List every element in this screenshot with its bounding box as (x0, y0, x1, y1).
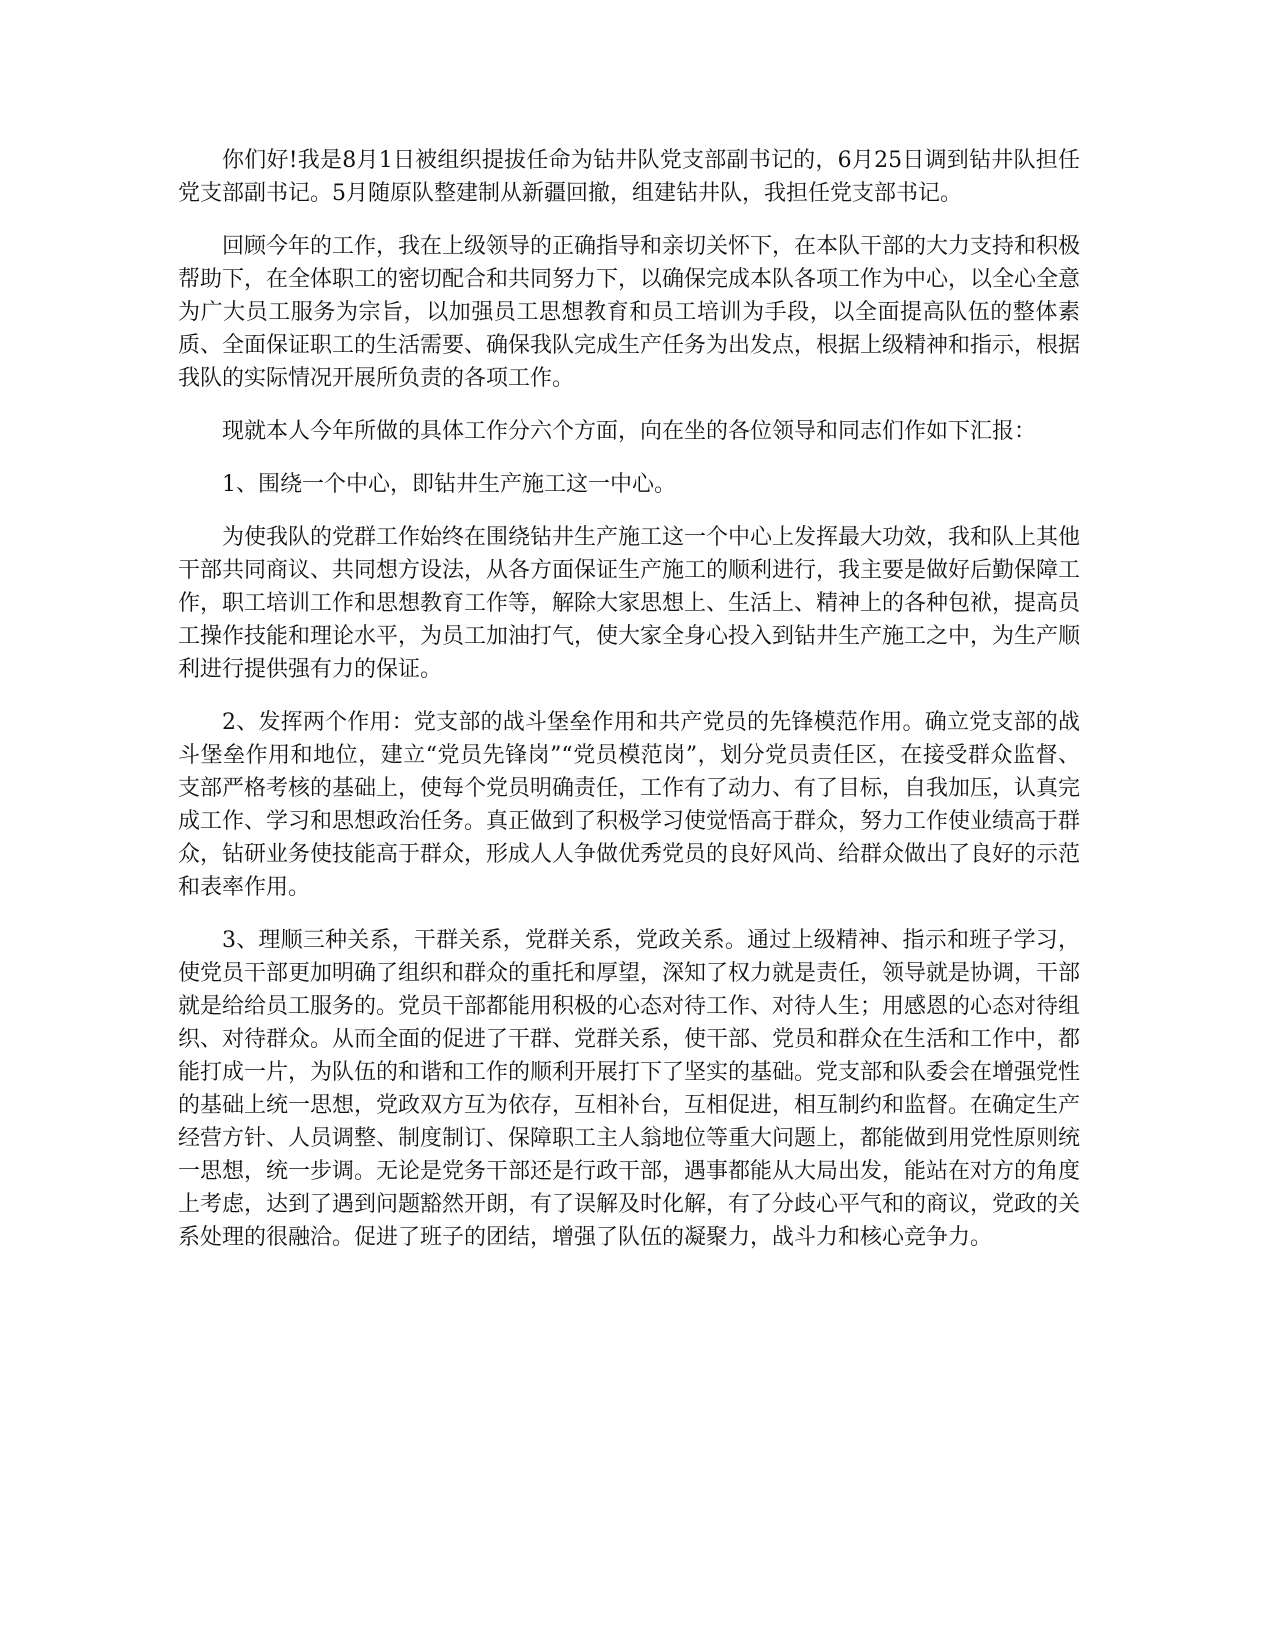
section-3-paragraph: 3、理顺三种关系，干群关系，党群关系，党政关系。通过上级精神、指示和班子学习，使党员干部更加明确了组织和群众的重托和厚望，深知了权力就是责任，领导就是协调，干部就是给给员工服务的。党员干部都能用积极的心态对待工作、对待人生；用感恩的心态对待组织、对待群众。从而全面的促进了干群、党群关系，使干部、党员和群众在生活和工作中，都能打成一片，为队伍的和谐和工作的顺利开展打下了坚实的基础。党支部和队委会在增强党性的基础上统一思想，党政双方互为依存，互相补台，互相促进，相互制约和监督。在确定生产经营方针、人员调整、制度制订、保障职工主人翁地位等重大问题上，都能做到用党性原则统一思想，统一步调。无论是党务干部还是行政干部，遇事都能从大局出发，能站在对方的角度上考虑，达到了遇到问题豁然开朗，有了误解及时化解，有了分歧心平气和的商议，党政的关系处理的很融洽。促进了班子的团结，增强了队伍的凝聚力，战斗力和核心竞争力。 (178, 928, 1081, 1250)
report-intro-paragraph: 现就本人今年所做的具体工作分六个方面，向在坐的各位领导和同志们作如下汇报： (222, 419, 1037, 444)
section-1-heading: 1、围绕一个中心，即钻井生产施工这一中心。 (222, 472, 676, 497)
section-1-paragraph: 为使我队的党群工作始终在围绕钻井生产施工这一个中心上发挥最大功效，我和队上其他干部共同商议、共同想方设法，从各方面保证生产施工的顺利进行，我主要是做好后勤保障工作，职工培训工作和思想教育工作等，解除大家思想上、生活上、精神上的各种包袱，提高员工操作技能和理论水平，为员工加油打气，使大家全身心投入到钻井生产施工之中，为生产顺利进行提供强有力的保证。 (178, 525, 1081, 682)
document-body (178, 144, 1080, 1274)
review-paragraph: 回顾今年的工作，我在上级领导的正确指导和亲切关怀下，在本队干部的大力支持和积极帮助下，在全体职工的密切配合和共同努力下，以确保完成本队各项工作为中心，以全心全意为广大员工服务为宗旨，以加强员工思想教育和员工培训为手段，以全面提高队伍的整体素质、全面保证职工的生活需要、确保我队完成生产任务为出发点，根据上级精神和指示，根据我队的实际情况开展所负责的各项工作。 (178, 234, 1081, 391)
section-2-paragraph: 2、发挥两个作用：党支部的战斗堡垒作用和共产党员的先锋模范作用。确立党支部的战斗堡垒作用和地位，建立“党员先锋岗”“党员模范岗”，划分党员责任区，在接受群众监督、支部严格考核的基础上，使每个党员明确责任，工作有了动力、有了目标，自我加压，认真完成工作、学习和思想政治任务。真正做到了积极学习使觉悟高于群众，努力工作使业绩高于群众，钻研业务使技能高于群众，形成人人争做优秀党员的良好风尚、给群众做出了良好的示范和表率作用。 (178, 710, 1081, 900)
greeting-paragraph: 你们好!我是8月1日被组织提拔任命为钻井队党支部副书记的，6月25日调到钻井队担任党支部副书记。5月随原队整建制从新疆回撤，组建钻井队，我担任党支部书记。 (178, 148, 1080, 206)
